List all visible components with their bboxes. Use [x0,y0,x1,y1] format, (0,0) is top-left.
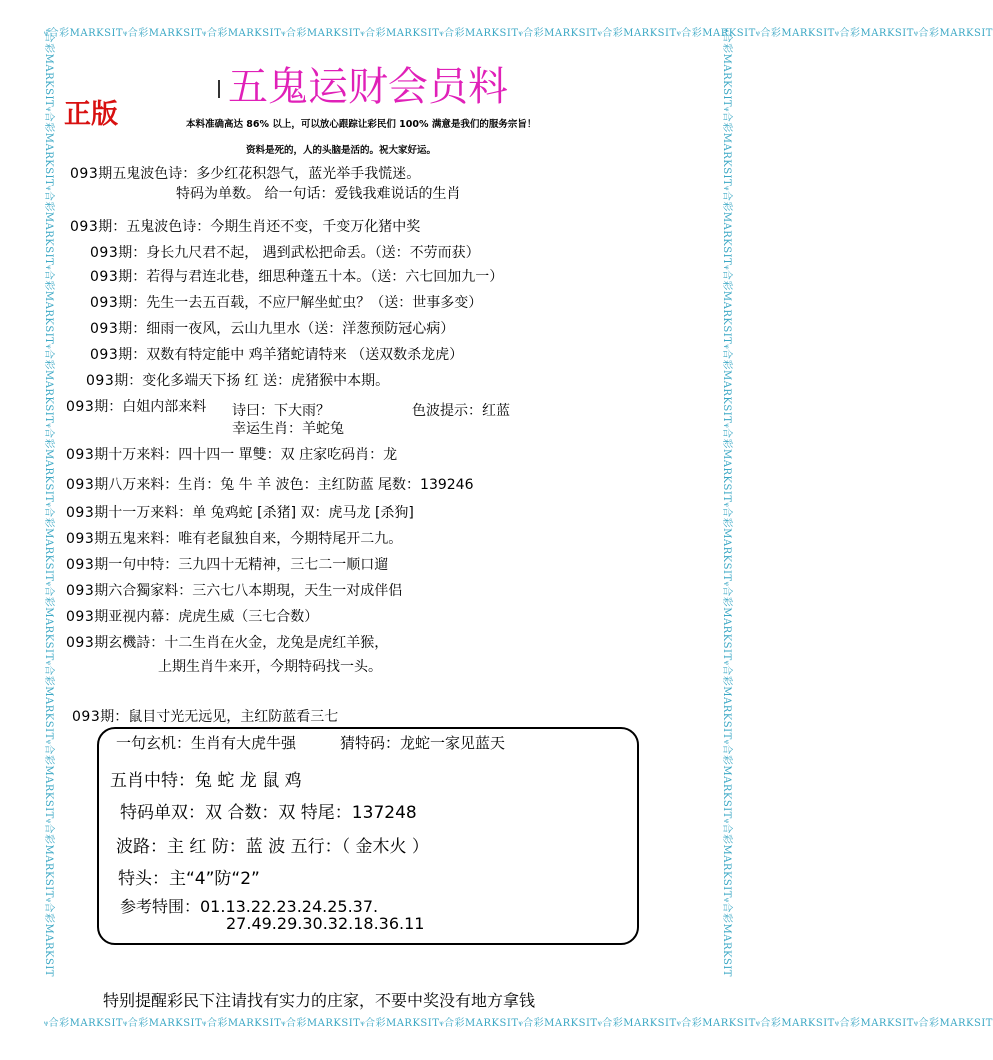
good-luck-note: 资料是死的，人的头脑是活的。祝大家好运。 [246,145,437,156]
footer-warning: 特别提醒彩民下注请找有实力的庄家，不要中奖没有地方拿钱 [103,991,536,1010]
line-18: 上期生肖牛来开，今期特码找一头。 [158,659,382,675]
head-number-line: 特头：主“4”防“2” [118,869,260,889]
line-6: 093期：细雨一夜风，云山九里水（送：洋葱预防冠心病） [90,321,455,337]
watermark-right: ⳡ合彩MARKSITⳡ合彩MARKSITⳡ合彩MARKSITⳡ合彩MARKSITⳡ合彩MARKSITⳡ合彩MARKSITⳡ合彩MARKSITⳡ合彩MARKSITⳡ合彩MARKSITⳡ合彩MARKSITⳡ合彩MARKSITⳡ合彩MARKSIT [721,28,732,977]
line-11: 093期八万来料：生肖：兔 牛 羊 波色：主红防蓝 尾数：139246 [66,477,474,493]
title-divider [218,80,220,98]
page-title: 五鬼运财会员料 [228,64,508,110]
reference-numbers-2: 27.49.29.30.32.18.36.11 [226,914,425,933]
baijie-lucky-zodiac: 幸运生肖：羊蛇兔 [232,421,344,437]
line-16: 093期亚视内幕：虎虎生威（三七合数） [66,609,319,625]
watermark-left: ⳡ合彩MARKSITⳡ合彩MARKSITⳡ合彩MARKSITⳡ合彩MARKSITⳡ合彩MARKSITⳡ合彩MARKSITⳡ合彩MARKSITⳡ合彩MARKSITⳡ合彩MARKSITⳡ合彩MARKSITⳡ合彩MARKSITⳡ合彩MARKSIT [43,28,54,977]
line-9: 093期：白姐内部来料 [66,399,207,415]
line-5: 093期：先生一去五百载，不应尸解坐虻虫？（送：世事多变） [90,295,483,311]
line-2: 093期：五鬼波色诗：今期生肖还不变，千变万化猪中奖 [70,219,421,235]
line-17: 093期玄機詩：十二生肖在火金，龙兔是虎红羊猴， [66,635,389,651]
line-19: 093期：鼠目寸光无远见，主红防蓝看三七 [72,709,339,725]
official-badge: 正版 [64,99,118,130]
line-15: 093期六合獨家料：三六七八本期現，天生一对成伴侣 [66,583,403,599]
line-12: 093期十一万来料：单 兔鸡蛇 [杀猪] 双：虎马龙 [杀狗] [66,505,414,521]
line-1: 特码为单数。 给一句话：爱钱我难说话的生肖 [176,186,461,202]
watermark-bottom: ⳡ合彩MARKSITⳡ合彩MARKSITⳡ合彩MARKSITⳡ合彩MARKSITⳡ合彩MARKSITⳡ合彩MARKSITⳡ合彩MARKSITⳡ合彩MARKSITⳡ合彩MARKSITⳡ合彩MARKSITⳡ合彩MARKSITⳡ合彩MARKSIT [44,1018,993,1029]
line-3: 093期：身长九尺君不起， 遇到武松把命丢。（送：不劳而获） [90,245,480,261]
line-13: 093期五鬼来料：唯有老鼠独自来，今期特尾开二九。 [66,531,403,547]
five-zodiac-line: 五肖中特：兔 蛇 龙 鼠 鸡 [110,771,302,791]
baijie-color-hint: 色波提示：红蓝 [412,403,510,419]
line-0: 093期五鬼波色诗：多少红花积怨气，蓝光举手我慌迷。 [70,166,421,182]
line-10: 093期十万来料：四十四一 單雙：双 庄家吃码肖：龙 [66,447,398,463]
line-8: 093期：变化多端天下扬 红 送：虎猪猴中本期。 [86,373,390,389]
guess-number-line: 猜特码：龙蛇一家见蓝天 [340,734,506,752]
line-4: 093期：若得与君连北巷，细思种蓬五十本。（送：六七回加九一） [90,269,504,285]
wave-line: 波路：主 红 防：蓝 波 五行：（ 金木火 ） [116,837,429,857]
watermark-top: ⳡ合彩MARKSITⳡ合彩MARKSITⳡ合彩MARKSITⳡ合彩MARKSITⳡ合彩MARKSITⳡ合彩MARKSITⳡ合彩MARKSITⳡ合彩MARKSITⳡ合彩MARKSITⳡ合彩MARKSITⳡ合彩MARKSITⳡ合彩MARKSIT [44,28,993,39]
accuracy-note: 本料准确高达 86% 以上，可以放心跟踪让彩民们 100% 满意是我们的服务宗旨！ [186,119,537,130]
line-14: 093期一句中特：三九四十无精神，三七二一顺口遛 [66,557,389,573]
line-7: 093期：双数有特定能中 鸡羊猪蛇请特来 （送双数杀龙虎） [90,347,464,363]
baijie-poem: 诗曰：下大雨？ [232,403,330,419]
riddle-line: 一句玄机：生肖有大虎牛强 [116,734,297,752]
odd-even-line: 特码单双：双 合数：双 特尾：137248 [120,803,417,823]
reference-numbers-1: 参考特围：01.13.22.23.24.25.37. [120,897,379,916]
